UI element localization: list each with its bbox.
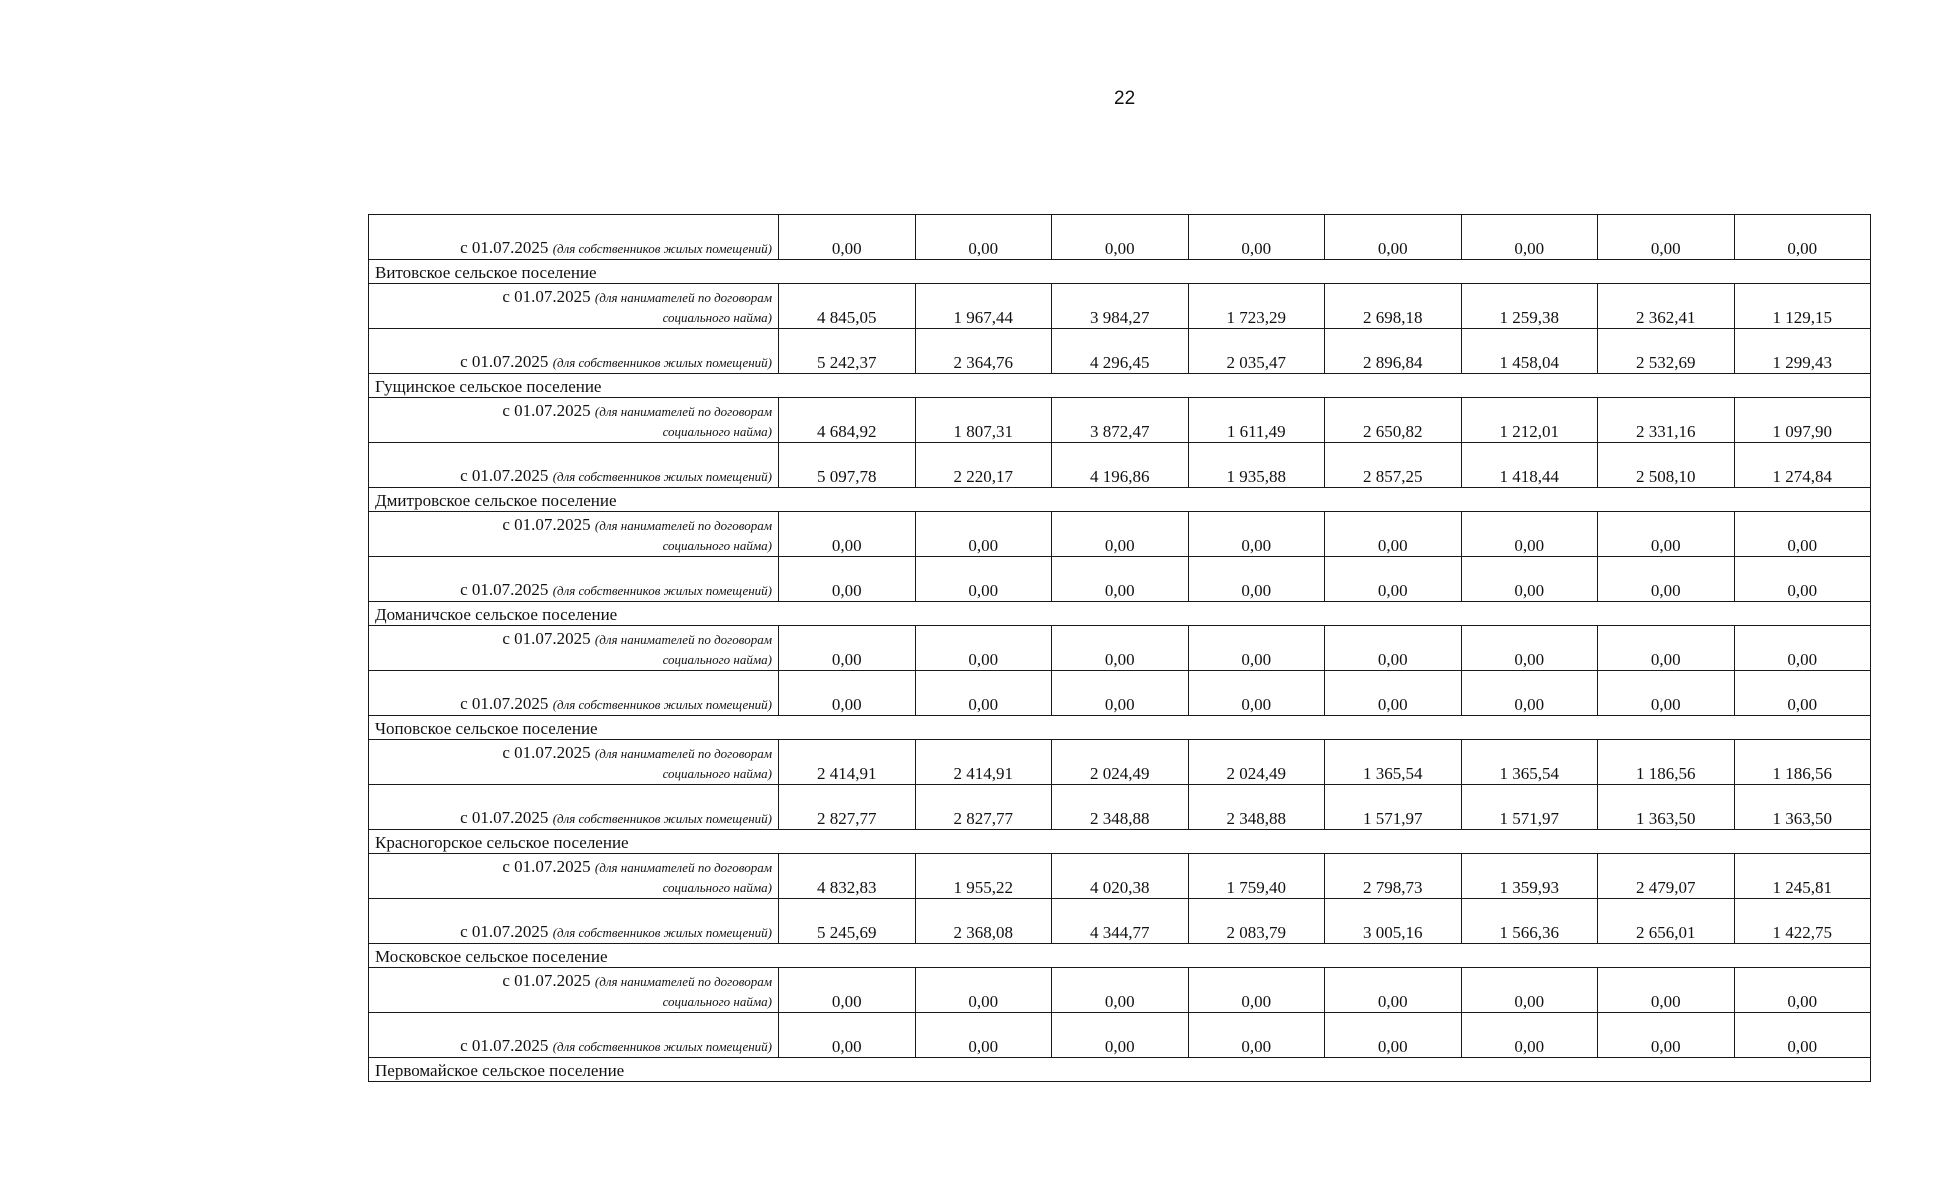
settlement-header-row [369, 716, 1871, 740]
tariff-value: 0,00 [779, 215, 916, 260]
effective-date: с 01.07.2025 [460, 580, 549, 599]
tariff-value: 2 896,84 [1325, 329, 1462, 374]
tariff-value: 0,00 [1734, 968, 1871, 1013]
tariff-value: 4 832,83 [779, 854, 916, 899]
label-note: (для нанимателей по договорам [594, 290, 772, 305]
settlement-name: Витовское сельское поселение [369, 260, 1871, 284]
tariff-value: 1 935,88 [1188, 443, 1325, 488]
effective-date: с 01.07.2025 [502, 971, 591, 990]
tariff-value: 0,00 [915, 215, 1052, 260]
tariff-value: 0,00 [779, 557, 916, 602]
tenant-tariff-row [369, 740, 1871, 785]
tariff-value: 2 414,91 [779, 740, 916, 785]
tariff-value: 0,00 [1052, 671, 1189, 716]
label-note-line-2: социального найма) [662, 880, 772, 895]
tariff-value: 4 296,45 [1052, 329, 1189, 374]
settlement-name: Чоповское сельское поселение [369, 716, 1871, 740]
effective-date: с 01.07.2025 [502, 287, 591, 306]
tariff-value: 1 129,15 [1734, 284, 1871, 329]
tariff-value: 2 348,88 [1052, 785, 1189, 830]
label-note: (для нанимателей по договорам [594, 632, 772, 647]
tariff-value: 0,00 [779, 968, 916, 1013]
tariff-value: 0,00 [1734, 557, 1871, 602]
tariff-value: 1 365,54 [1325, 740, 1462, 785]
label-note-line-2: социального найма) [662, 994, 772, 1009]
tariff-value: 4 344,77 [1052, 899, 1189, 944]
tariff-value: 1 245,81 [1734, 854, 1871, 899]
tariff-value: 2 857,25 [1325, 443, 1462, 488]
tariff-value: 0,00 [1461, 215, 1598, 260]
label-note-line-2: социального найма) [662, 310, 772, 325]
owner-tariff-row [369, 557, 1871, 602]
tariff-value: 0,00 [1598, 215, 1735, 260]
tariff-value: 0,00 [1325, 557, 1462, 602]
label-note: (для нанимателей по договорам [594, 974, 772, 989]
row-label [369, 1013, 779, 1058]
owner-tariff-row [369, 215, 1871, 260]
tariff-value: 0,00 [1188, 968, 1325, 1013]
tariff-value: 5 242,37 [779, 329, 916, 374]
tariff-value: 0,00 [1325, 671, 1462, 716]
tariff-value: 1 186,56 [1734, 740, 1871, 785]
tariff-value: 4 845,05 [779, 284, 916, 329]
tariff-value: 0,00 [1325, 512, 1462, 557]
label-line-1 [502, 401, 772, 420]
tariff-value: 1 723,29 [1188, 284, 1325, 329]
effective-date: с 01.07.2025 [460, 808, 549, 827]
tariff-value: 1 186,56 [1598, 740, 1735, 785]
row-label [369, 512, 779, 557]
settlement-header-row [369, 602, 1871, 626]
row-label [369, 968, 779, 1013]
tariff-value: 1 097,90 [1734, 398, 1871, 443]
tariff-value: 1 299,43 [1734, 329, 1871, 374]
label-note: (для нанимателей по договорам [594, 746, 772, 761]
tariff-value: 2 362,41 [1598, 284, 1735, 329]
tariff-value: 2 656,01 [1598, 899, 1735, 944]
tariff-value: 1 363,50 [1734, 785, 1871, 830]
tariff-value: 0,00 [1325, 1013, 1462, 1058]
label-note: (для собственников жилых помещений) [552, 697, 772, 712]
label-line-1 [502, 515, 772, 534]
settlement-name: Московское сельское поселение [369, 944, 1871, 968]
tariff-value: 0,00 [1598, 968, 1735, 1013]
tariff-value: 4 020,38 [1052, 854, 1189, 899]
tariff-value: 1 212,01 [1461, 398, 1598, 443]
owner-tariff-row [369, 329, 1871, 374]
tariff-value: 1 759,40 [1188, 854, 1325, 899]
tariff-value: 0,00 [1052, 1013, 1189, 1058]
row-label [369, 899, 779, 944]
tariff-value: 2 479,07 [1598, 854, 1735, 899]
tariff-value: 0,00 [1598, 626, 1735, 671]
tenant-tariff-row [369, 284, 1871, 329]
tariff-value: 0,00 [1188, 626, 1325, 671]
settlement-name: Первомайское сельское поселение [369, 1058, 1871, 1082]
tariff-value: 2 035,47 [1188, 329, 1325, 374]
tariff-value: 1 807,31 [915, 398, 1052, 443]
label-note-line-2: социального найма) [662, 652, 772, 667]
tariff-value: 1 611,49 [1188, 398, 1325, 443]
label-note-line-2: социального найма) [662, 538, 772, 553]
effective-date: с 01.07.2025 [460, 694, 549, 713]
tariff-value: 0,00 [779, 671, 916, 716]
tariff-value: 1 571,97 [1461, 785, 1598, 830]
tariff-value: 1 259,38 [1461, 284, 1598, 329]
tariff-value: 4 684,92 [779, 398, 916, 443]
tariff-value: 2 698,18 [1325, 284, 1462, 329]
owner-tariff-row [369, 899, 1871, 944]
tariff-value: 2 508,10 [1598, 443, 1735, 488]
tariff-value: 0,00 [1052, 557, 1189, 602]
tariff-value: 0,00 [1188, 215, 1325, 260]
tariff-value: 0,00 [1598, 1013, 1735, 1058]
tariff-value: 0,00 [1188, 512, 1325, 557]
tariff-value: 0,00 [1598, 671, 1735, 716]
tariff-value: 4 196,86 [1052, 443, 1189, 488]
tariff-value: 3 984,27 [1052, 284, 1189, 329]
settlement-name: Доманичское сельское поселение [369, 602, 1871, 626]
label-note: (для собственников жилых помещений) [552, 925, 772, 940]
tariff-value: 2 532,69 [1598, 329, 1735, 374]
row-label [369, 740, 779, 785]
tariff-value: 0,00 [1052, 968, 1189, 1013]
owner-tariff-row [369, 671, 1871, 716]
tariff-value: 0,00 [1734, 626, 1871, 671]
tariff-value: 0,00 [1461, 626, 1598, 671]
label-line-1 [502, 287, 772, 306]
row-label [369, 671, 779, 716]
owner-tariff-row [369, 785, 1871, 830]
tariff-value: 2 827,77 [779, 785, 916, 830]
tariff-value: 1 458,04 [1461, 329, 1598, 374]
label-line-1 [502, 971, 772, 990]
label-note: (для нанимателей по договорам [594, 860, 772, 875]
settlement-name: Дмитровское сельское поселение [369, 488, 1871, 512]
tenant-tariff-row [369, 626, 1871, 671]
row-label [369, 626, 779, 671]
tariff-value: 0,00 [915, 512, 1052, 557]
tariff-value: 1 955,22 [915, 854, 1052, 899]
effective-date: с 01.07.2025 [460, 466, 549, 485]
effective-date: с 01.07.2025 [502, 629, 591, 648]
row-label [369, 398, 779, 443]
tariff-value: 1 571,97 [1325, 785, 1462, 830]
label-note: (для собственников жилых помещений) [552, 355, 772, 370]
tariff-value: 0,00 [915, 626, 1052, 671]
label-note: (для нанимателей по договорам [594, 404, 772, 419]
tariff-value: 0,00 [1598, 557, 1735, 602]
label-note: (для собственников жилых помещений) [552, 241, 772, 256]
tariff-value: 2 083,79 [1188, 899, 1325, 944]
row-label [369, 329, 779, 374]
tariff-table [368, 214, 1871, 1082]
tariff-value: 3 872,47 [1052, 398, 1189, 443]
row-label [369, 854, 779, 899]
label-note: (для нанимателей по договорам [594, 518, 772, 533]
tariff-value: 1 363,50 [1598, 785, 1735, 830]
tariff-value: 2 414,91 [915, 740, 1052, 785]
tariff-value: 1 359,93 [1461, 854, 1598, 899]
tariff-value: 0,00 [779, 512, 916, 557]
settlement-header-row [369, 944, 1871, 968]
tariff-value: 0,00 [1325, 968, 1462, 1013]
tariff-value: 0,00 [1734, 215, 1871, 260]
tariff-value: 0,00 [1598, 512, 1735, 557]
settlement-header-row [369, 374, 1871, 398]
tariff-value: 1 274,84 [1734, 443, 1871, 488]
tariff-value: 2 650,82 [1325, 398, 1462, 443]
effective-date: с 01.07.2025 [502, 743, 591, 762]
owner-tariff-row [369, 443, 1871, 488]
tariff-value: 2 024,49 [1052, 740, 1189, 785]
tariff-value: 5 097,78 [779, 443, 916, 488]
tariff-value: 0,00 [1461, 671, 1598, 716]
label-note: (для собственников жилых помещений) [552, 811, 772, 826]
row-label [369, 215, 779, 260]
tariff-value: 2 348,88 [1188, 785, 1325, 830]
tenant-tariff-row [369, 398, 1871, 443]
tariff-value: 0,00 [1461, 968, 1598, 1013]
settlement-name: Красногорское сельское поселение [369, 830, 1871, 854]
label-note-line-2: социального найма) [662, 424, 772, 439]
label-note: (для собственников жилых помещений) [552, 583, 772, 598]
effective-date: с 01.07.2025 [460, 352, 549, 371]
tariff-value: 0,00 [915, 557, 1052, 602]
tariff-value: 2 368,08 [915, 899, 1052, 944]
effective-date: с 01.07.2025 [502, 515, 591, 534]
tariff-value: 0,00 [1188, 671, 1325, 716]
tariff-value: 0,00 [1188, 1013, 1325, 1058]
tariff-value: 0,00 [779, 626, 916, 671]
tariff-value: 0,00 [1734, 512, 1871, 557]
label-line-1 [502, 629, 772, 648]
tariff-value: 0,00 [1325, 215, 1462, 260]
tariff-value: 0,00 [915, 968, 1052, 1013]
tariff-value: 0,00 [1461, 557, 1598, 602]
label-line-1 [502, 743, 772, 762]
settlement-header-row [369, 488, 1871, 512]
tariff-value: 0,00 [1052, 626, 1189, 671]
tariff-value: 0,00 [1461, 512, 1598, 557]
effective-date: с 01.07.2025 [460, 1036, 549, 1055]
tariff-value: 0,00 [1052, 512, 1189, 557]
tariff-value: 0,00 [915, 671, 1052, 716]
effective-date: с 01.07.2025 [502, 857, 591, 876]
settlement-header-row [369, 260, 1871, 284]
tariff-value: 3 005,16 [1325, 899, 1462, 944]
tariff-value: 0,00 [1734, 1013, 1871, 1058]
tariff-table-body [369, 215, 1871, 1082]
effective-date: с 01.07.2025 [460, 922, 549, 941]
tariff-value: 2 364,76 [915, 329, 1052, 374]
tariff-value: 0,00 [1461, 1013, 1598, 1058]
tariff-value: 2 220,17 [915, 443, 1052, 488]
label-note: (для собственников жилых помещений) [552, 1039, 772, 1054]
tariff-value: 2 331,16 [1598, 398, 1735, 443]
row-label [369, 284, 779, 329]
owner-tariff-row [369, 1013, 1871, 1058]
page-number: 22 [1114, 88, 1136, 109]
tariff-value: 0,00 [915, 1013, 1052, 1058]
row-label [369, 785, 779, 830]
tenant-tariff-row [369, 968, 1871, 1013]
tariff-value: 2 798,73 [1325, 854, 1462, 899]
tariff-value: 2 827,77 [915, 785, 1052, 830]
row-label [369, 443, 779, 488]
settlement-header-row [369, 830, 1871, 854]
tariff-value: 1 566,36 [1461, 899, 1598, 944]
tariff-value: 0,00 [1734, 671, 1871, 716]
label-line-1 [502, 857, 772, 876]
tariff-value: 5 245,69 [779, 899, 916, 944]
tenant-tariff-row [369, 854, 1871, 899]
tariff-value: 2 024,49 [1188, 740, 1325, 785]
tariff-value: 0,00 [779, 1013, 916, 1058]
tariff-value: 1 365,54 [1461, 740, 1598, 785]
tariff-value: 1 967,44 [915, 284, 1052, 329]
tariff-value: 0,00 [1325, 626, 1462, 671]
tariff-value: 1 422,75 [1734, 899, 1871, 944]
tariff-value: 0,00 [1188, 557, 1325, 602]
effective-date: с 01.07.2025 [460, 238, 549, 257]
settlement-header-row [369, 1058, 1871, 1082]
settlement-name: Гущинское сельское поселение [369, 374, 1871, 398]
tariff-value: 1 418,44 [1461, 443, 1598, 488]
effective-date: с 01.07.2025 [502, 401, 591, 420]
tariff-value: 0,00 [1052, 215, 1189, 260]
label-note-line-2: социального найма) [662, 766, 772, 781]
tenant-tariff-row [369, 512, 1871, 557]
row-label [369, 557, 779, 602]
label-note: (для собственников жилых помещений) [552, 469, 772, 484]
